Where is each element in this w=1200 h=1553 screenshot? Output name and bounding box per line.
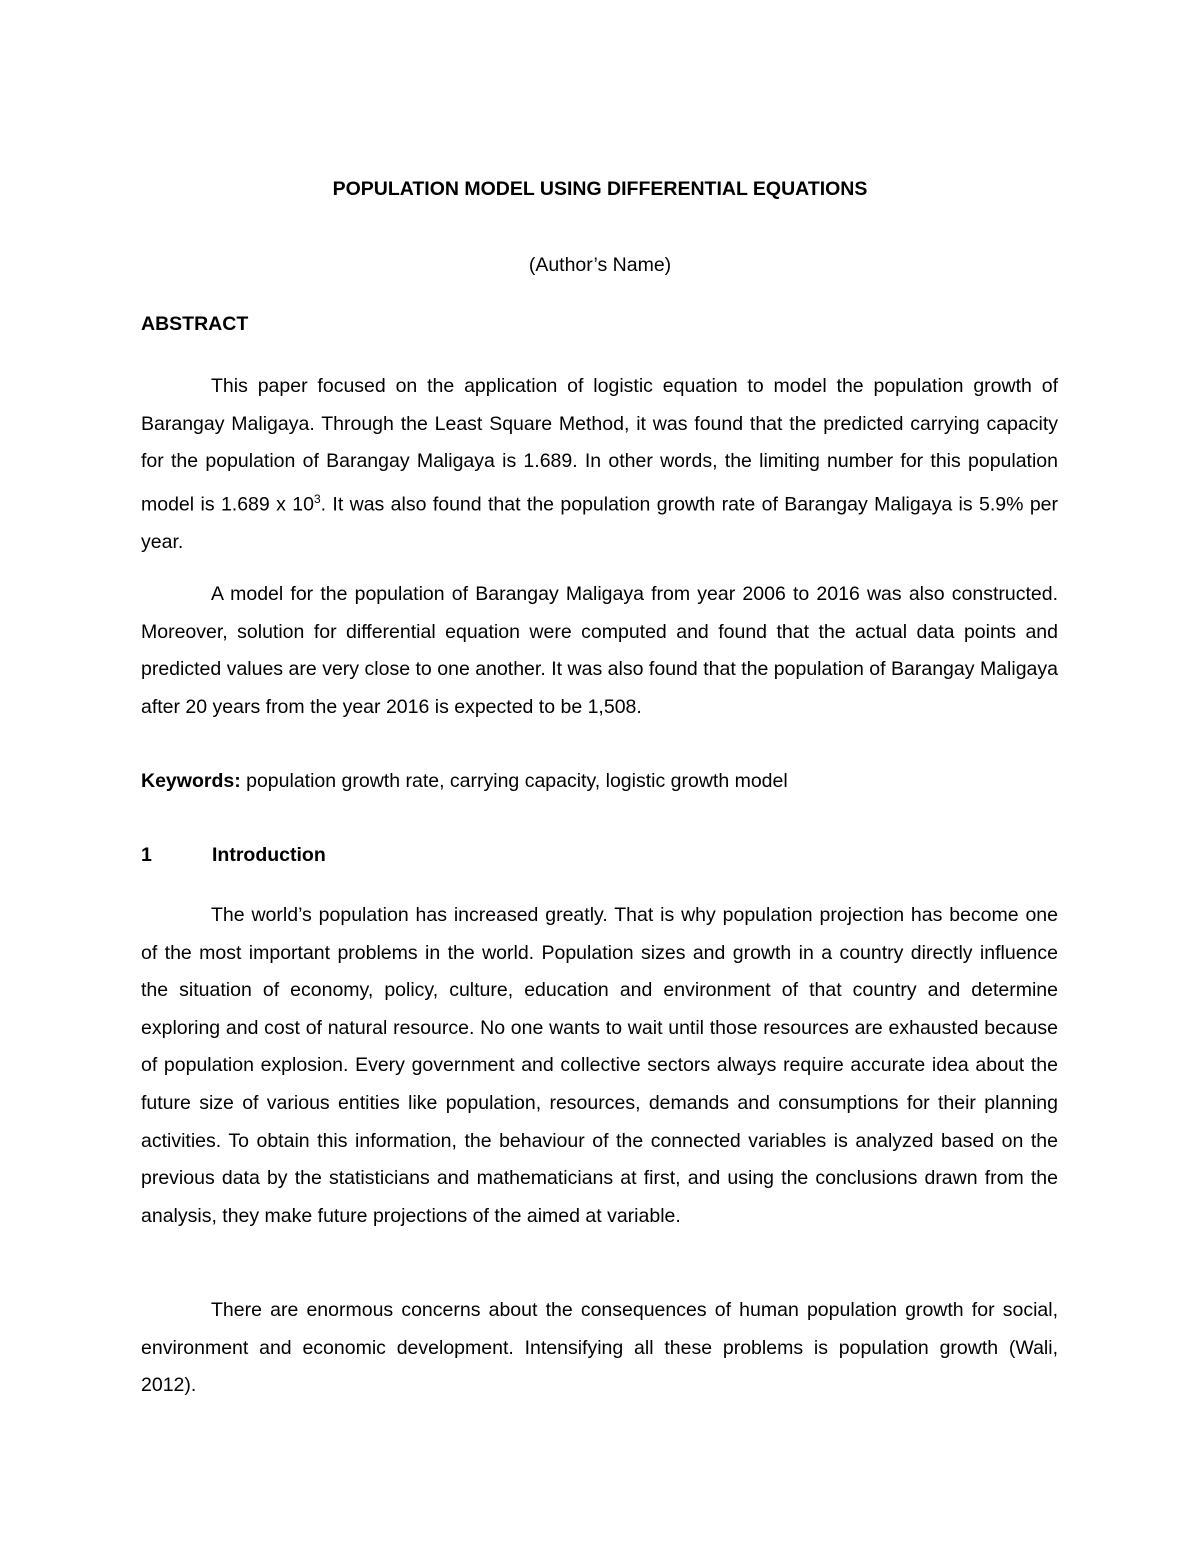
keywords-text: population growth rate, carrying capacity, logistic growth model (240, 770, 788, 792)
abstract-paragraph-1 (141, 368, 1058, 561)
abstract-heading: ABSTRACT (141, 313, 249, 335)
abstract-p1-text: This paper focused on the application of logistic equation to model the population growth of Barangay Maligaya. Through the Least Square Method, it was found that the predicted carrying capacity for the population of Barangay Maligaya is 1.689. In other words, the limiting number for this population model is 1.689 x 10 (141, 375, 1058, 516)
author-name: (Author’s Name) (528, 254, 672, 276)
section-number: 1 (141, 844, 152, 866)
intro-paragraph-2: There are enormous concerns about the consequences of human population growth for social, environment and economic development. Intensifying all these problems is population growth (Wali, 2012). (141, 1299, 1058, 1397)
paper-title: POPULATION MODEL USING DIFFERENTIAL EQUATIONS (332, 178, 868, 200)
abstract-p1-exponent: 3 (313, 491, 321, 506)
keywords-line (141, 770, 1058, 793)
abstract-paragraph-2: A model for the population of Barangay Maligaya from year 2006 to 2016 was also constructed. Moreover, solution for differential equation were computed and found that the actual data points and predicted values are very close to one another. It was also found that the population of Barangay Maligaya after 20 years from the year 2016 is expected to be 1,508. (141, 583, 1058, 718)
intro-paragraph-1: The world’s population has increased greatly. That is why population projection has become one of the most important problems in the world. Population sizes and growth in a country directly influence the situation of economy, policy, culture, education and environment of that country and determine exploring and cost of natural resource. No one wants to wait until those resources are exhausted because of population explosion. Every government and collective sectors always require accurate idea about the future size of various entities like population, resources, demands and consumptions for their planning activities. To obtain this information, the behaviour of the connected variables is analyzed based on the previous data by the statisticians and mathematicians at first, and using the conclusions drawn from the analysis, they make future projections of the aimed at variable. (141, 904, 1058, 1227)
keywords-label: Keywords: (141, 770, 241, 792)
abstract-p1-text-cont: . It was also found that the population growth rate of Barangay Maligaya is 5.9% per year. (141, 493, 1058, 553)
section-heading: Introduction (212, 844, 326, 866)
